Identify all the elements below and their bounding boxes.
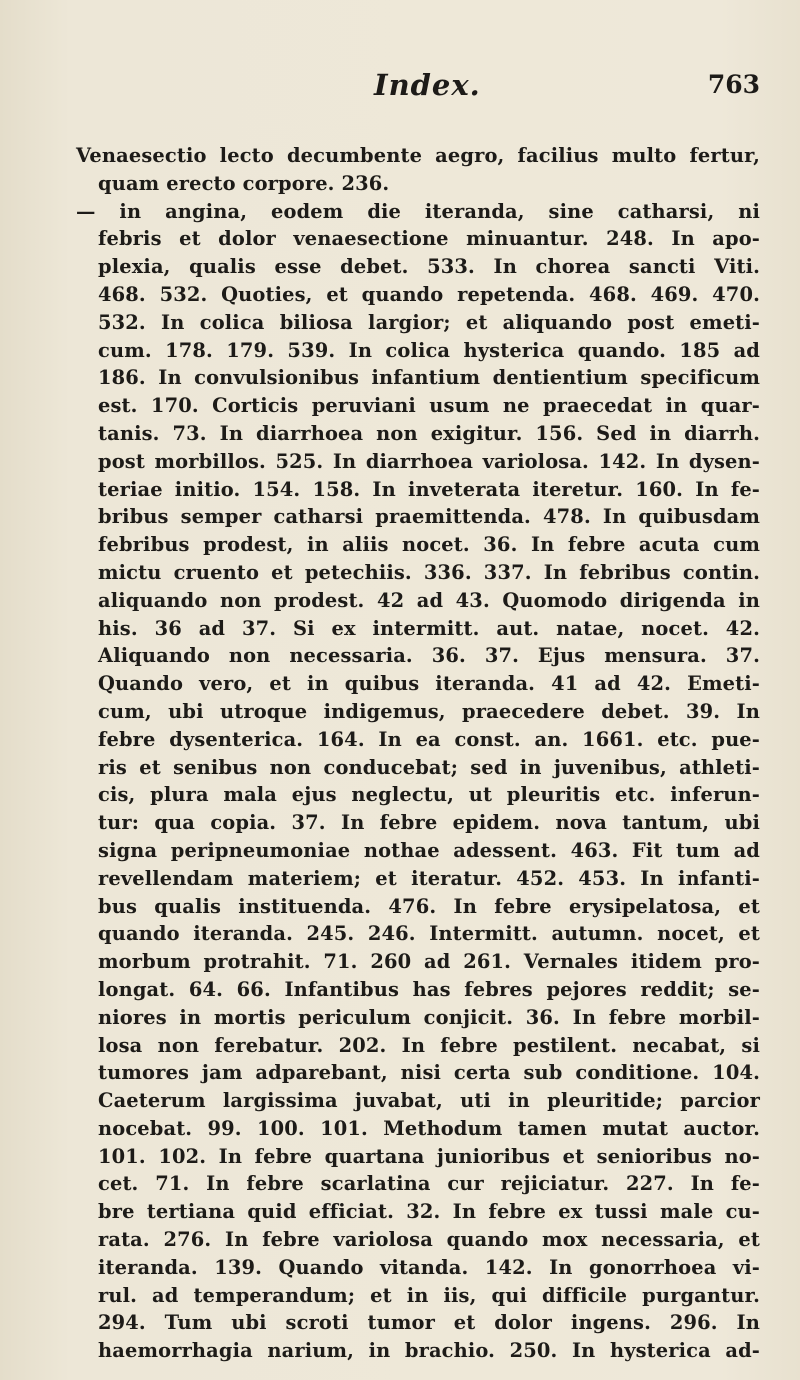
running-head (76, 68, 760, 116)
text-line: tur: qua copia. 37. In febre epidem. nova tantum, ubi (98, 811, 760, 835)
text-line: Quando vero, et in quibus iteranda. 41 ad 42. Emeti- (98, 672, 760, 696)
text-line: bus qualis instituenda. 476. In febre erysipelatosa, et (98, 894, 760, 918)
page-number: 763 (707, 70, 760, 99)
text-line: aliquando non prodest. 42 ad 43. Quomodo dirigenda in (98, 588, 760, 612)
text-line: post morbillos. 525. In diarrhoea variolosa. 142. In dysen- (98, 449, 760, 473)
text-line: signa peripneumoniae nothae adessent. 463. Fit tum ad (98, 838, 760, 862)
text-line: quando iteranda. 245. 246. Intermitt. autumn. nocet, et (98, 922, 760, 946)
text-line: 186. In convulsionibus infantium dentientium specificum (98, 366, 760, 390)
text-line: losa non ferebatur. 202. In febre pestilent. necabat, si (98, 1033, 760, 1057)
text-line: febre dysenterica. 164. In ea const. an. 1661. etc. pue- (98, 727, 760, 751)
running-title: Index. (374, 68, 481, 102)
text-line: cum. 178. 179. 539. In colica hysterica quando. 185 ad (98, 338, 760, 362)
text-line: 532. In colica biliosa largior; et aliquando post emeti- (98, 310, 760, 334)
text-line: niores in mortis periculum conjicit. 36. In febre morbil- (98, 1005, 760, 1029)
text-line: febris et dolor venaesectione minuantur. 248. In apo- (98, 227, 760, 251)
text-line: bribus semper catharsi praemittenda. 478. In quibusdam (98, 505, 760, 529)
text-line: 101. 102. In febre quartana junioribus et senioribus no- (98, 1144, 760, 1168)
text-line: Aliquando non necessaria. 36. 37. Ejus mensura. 37. (98, 644, 760, 668)
text-line: his. 36 ad 37. Si ex intermitt. aut. natae, nocet. 42. (98, 616, 760, 640)
text-line: ris et senibus non conducebat; sed in juvenibus, athleti- (98, 755, 760, 779)
text-line: 294. Tum ubi scroti tumor et dolor ingens. 296. In (98, 1311, 760, 1335)
text-line: mictu cruento et petechiis. 336. 337. In febribus contin. (98, 560, 760, 584)
text-line: tumores jam adparebant, nisi certa sub conditione. 104. (98, 1061, 760, 1085)
text-line: quam erecto corpore. 236. (98, 171, 390, 195)
text-line: tanis. 73. In diarrhoea non exigitur. 156. Sed in diarrh. (98, 421, 760, 445)
text-line: — in angina, eodem die iteranda, sine catharsi, ni (76, 199, 760, 223)
text-line: teriae initio. 154. 158. In inveterata iteretur. 160. In fe- (98, 477, 760, 501)
text-line: Caeterum largissima juvabat, uti in pleuritide; parcior (98, 1089, 760, 1113)
text-line: cis, plura mala ejus neglectu, ut pleuritis etc. inferun- (98, 783, 760, 807)
text-line: nocebat. 99. 100. 101. Methodum tamen mutat auctor. (98, 1116, 760, 1140)
text-line: longat. 64. 66. Infantibus has febres pejores reddit; se- (98, 977, 760, 1001)
text-line: haemorrhagia narium, in brachio. 250. In hysterica ad- (98, 1339, 760, 1363)
text-line: Venaesectio lecto decumbente aegro, facilius multo fertur, (76, 144, 760, 167)
text-line: revellendam materiem; et iteratur. 452. 453. In infanti- (98, 866, 760, 890)
index-entry-venaesectio (76, 142, 760, 1365)
text-line: morbum protrahit. 71. 260 ad 261. Vernales itidem pro- (98, 950, 760, 974)
text-line: febribus prodest, in aliis nocet. 36. In febre acuta cum (98, 533, 760, 557)
text-line: est. 170. Corticis peruviani usum ne praecedat in quar- (98, 394, 760, 418)
text-line: 468. 532. Quoties, et quando repetenda. 468. 469. 470. (98, 282, 760, 306)
text-line: plexia, qualis esse debet. 533. In chorea sancti Viti. (98, 255, 760, 279)
text-line: rul. ad temperandum; et in iis, qui difficile purgantur. (98, 1283, 760, 1307)
text-line: cum, ubi utroque indigemus, praecedere debet. 39. In (98, 699, 760, 723)
text-line: cet. 71. In febre scarlatina cur rejiciatur. 227. In fe- (98, 1172, 760, 1196)
text-line: bre tertiana quid efficiat. 32. In febre ex tussi male cu- (98, 1200, 760, 1224)
text-line: rata. 276. In febre variolosa quando mox necessaria, et (98, 1228, 760, 1252)
text-line: iteranda. 139. Quando vitanda. 142. In gonorrhoea vi- (98, 1255, 760, 1279)
